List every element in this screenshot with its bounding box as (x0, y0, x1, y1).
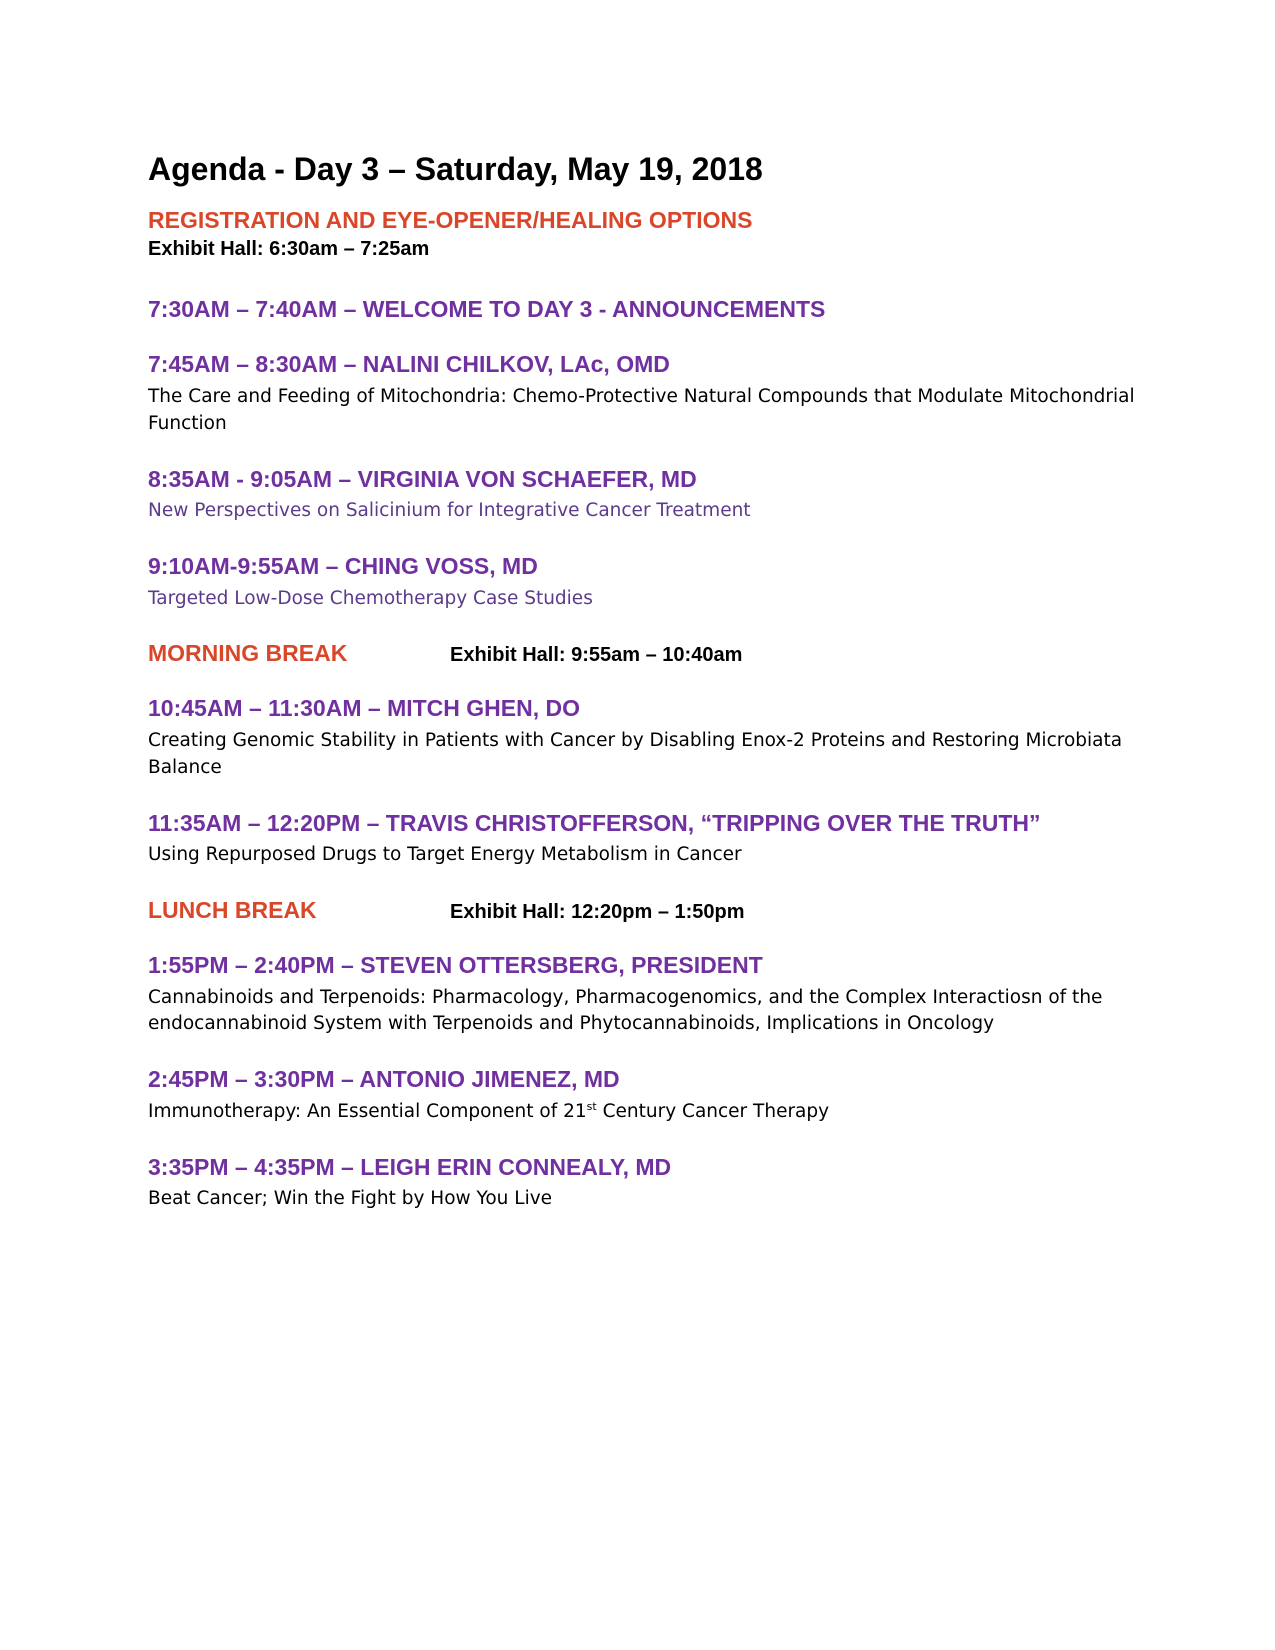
break-hall-time: Exhibit Hall: 12:20pm – 1:50pm (450, 901, 745, 924)
session-heading: 8:35AM - 9:05AM – VIRGINIA VON SCHAEFER, MD (148, 465, 697, 492)
session-heading: 7:45AM – 8:30AM – NALINI CHILKOV, LAc, OMD (148, 351, 670, 378)
session-welcome (148, 296, 1148, 324)
desc-superscript: st (586, 1099, 597, 1113)
break-label: LUNCH BREAK (148, 897, 317, 924)
session-ottersberg (148, 952, 1148, 1038)
session-connealy (148, 1154, 1148, 1213)
session-heading: 11:35AM – 12:20PM – TRAVIS CHRISTOFFERSON, “TRIPPING OVER THE TRUTH” (148, 809, 1041, 836)
session-description: New Perspectives on Salicinium for Integrative Cancer Treatment (148, 500, 751, 522)
session-von-schaefer (148, 466, 1148, 525)
session-heading: 2:45PM – 3:30PM – ANTONIO JIMENEZ, MD (148, 1066, 620, 1093)
desc-text: Century Cancer Therapy (596, 1101, 830, 1122)
session-heading: 9:10AM-9:55AM – CHING VOSS, MD (148, 553, 538, 579)
session-heading: 10:45AM – 11:30AM – MITCH GHEN, DO (148, 695, 581, 722)
session-description: Cannabinoids and Terpenoids: Pharmacology, Pharmacogenomics, and the Complex Interactiosn of the endocannabinoid System with Terpenoids and Phytocannabinoids, Implications in Oncology (148, 986, 1103, 1035)
session-description: Beat Cancer; Win the Fight by How You Live (148, 1188, 553, 1210)
lunch-break (148, 897, 1148, 924)
break-hall-time: Exhibit Hall: 9:55am – 10:40am (450, 644, 743, 667)
session-voss (148, 553, 1148, 612)
session-heading: 7:30AM – 7:40AM – WELCOME TO DAY 3 - ANNOUNCEMENTS (148, 295, 826, 322)
break-label: MORNING BREAK (148, 640, 348, 667)
session-description: Using Repurposed Drugs to Target Energy Metabolism in Cancer (148, 844, 742, 866)
registration-block (148, 207, 1148, 262)
agenda-page (148, 152, 1148, 1213)
session-heading: 1:55PM – 2:40PM – STEVEN OTTERSBERG, PRESIDENT (148, 952, 763, 979)
session-ghen (148, 695, 1148, 781)
morning-break (148, 640, 1148, 667)
session-description: Targeted Low-Dose Chemotherapy Case Studies (148, 587, 593, 609)
desc-text: Immunotherapy: An Essential Component of 21 (148, 1101, 587, 1122)
registration-detail: Exhibit Hall: 6:30am – 7:25am (148, 237, 430, 260)
session-description: Creating Genomic Stability in Patients with Cancer by Disabling Enox-2 Proteins and Restoring Microbiata Balance (148, 730, 1123, 778)
session-chilkov (148, 351, 1148, 437)
session-heading: 3:35PM – 4:35PM – LEIGH ERIN CONNEALY, MD (148, 1153, 672, 1180)
page-title: Agenda - Day 3 – Saturday, May 19, 2018 (148, 151, 763, 187)
session-christofferson (148, 810, 1148, 869)
session-description (148, 1099, 1148, 1126)
session-description: The Care and Feeding of Mitochondria: Chemo-Protective Natural Compounds that Modulate Mitochondrial Function (148, 385, 1135, 434)
registration-heading: REGISTRATION AND EYE-OPENER/HEALING OPTIONS (148, 207, 753, 234)
session-jimenez (148, 1066, 1148, 1126)
